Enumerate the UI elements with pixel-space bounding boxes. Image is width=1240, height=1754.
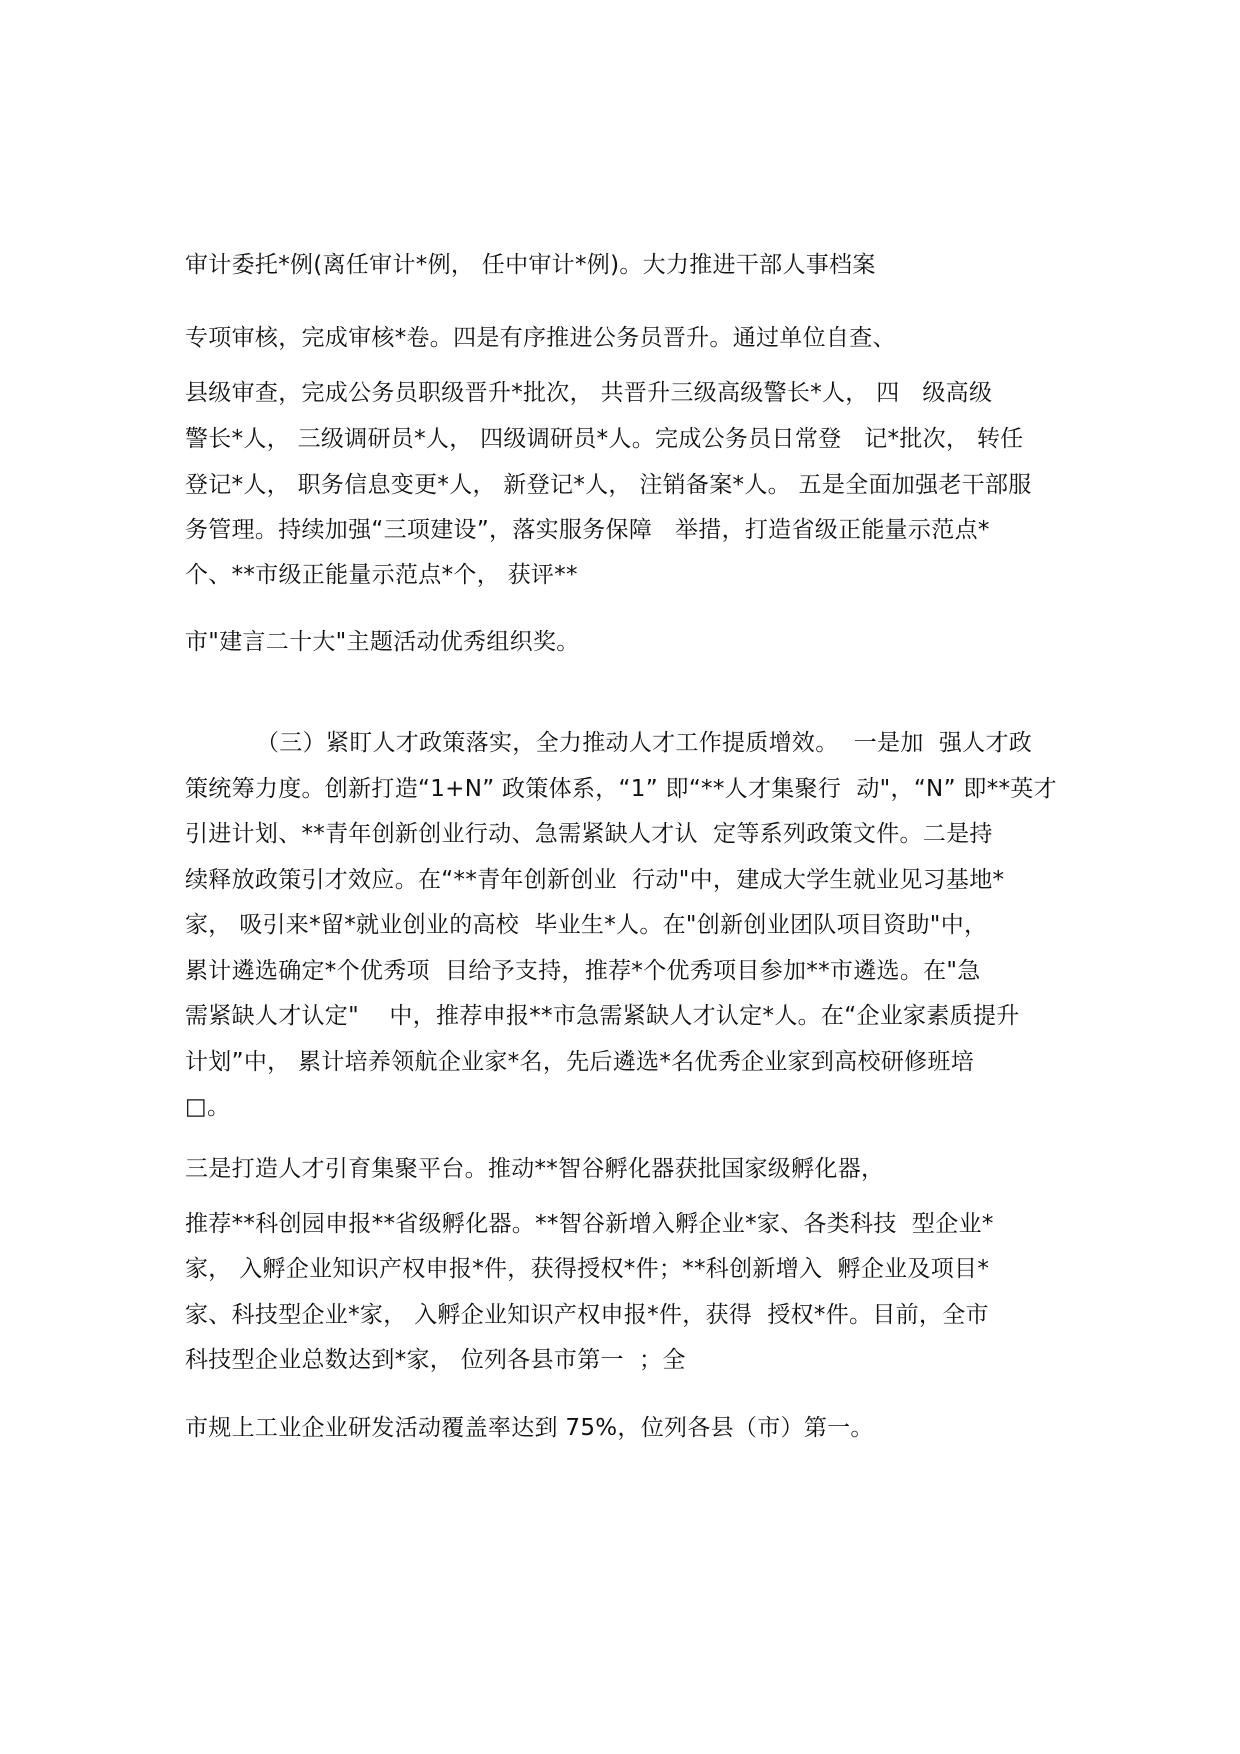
text-line: 引进计划、**青年创新创业行动、急需紧缺人才认 定等系列政策文件。二是持: [185, 821, 993, 847]
text-line: 推荐**科创园申报**省级孵化器。**智谷新增入孵企业*家、各类科技 型企业*: [185, 1211, 994, 1237]
text-line: 三是打造人才引育集聚平台。推动**智谷孵化器获批国家级孵化器，: [185, 1156, 885, 1182]
text-line: 续释放政策引才效应。在“**青年创新创业 行动"中，建成大学生就业见习基地*: [185, 867, 1005, 893]
text-line: 计划”中， 累计培养领航企业家*名，先后遴选*名优秀企业家到高校研修班培: [185, 1049, 975, 1075]
text-line: 县级审查，完成公务员职级晋升*批次， 共晋升三级高级警长*人， 四 级高级: [185, 380, 993, 406]
text-line: 务管理。持续加强“三项建设”，落实服务保障 举措，打造省级正能量示范点*: [185, 517, 990, 543]
text-line: 市"建言二十大"主题活动优秀组织奖。: [185, 629, 580, 655]
text-line: 个、**市级正能量示范点*个， 获评**: [185, 562, 578, 588]
text-line: 家， 入孵企业知识产权申报*件，获得授权*件；**科创新增入 孵企业及项目*: [185, 1256, 990, 1282]
text-line: 警长*人， 三级调研员*人， 四级调研员*人。完成公务员日常登 记*批次， 转任: [185, 426, 1024, 452]
text-line: 需紧缺人才认定" 中，推荐申报**市急需紧缺人才认定*人。在“企业家素质提升: [185, 1003, 1020, 1029]
text-line: 家， 吸引来*留*就业创业的高校 毕业生*人。在"创新创业团队项目资助"中，: [185, 912, 988, 938]
text-line: 家、科技型企业*家， 入孵企业知识产权申报*件，获得 授权*件。目前，全市: [185, 1302, 989, 1328]
text-line: 审计委托*例(离任审计*例， 任中审计*例)。大力推进干部人事档案: [185, 252, 876, 278]
section-heading-line: （三）紧盯人才政策落实，全力推动人才工作提质增效。 一是加 强人才政: [256, 730, 1033, 756]
text-line: 登记*人， 职务信息变更*人， 新登记*人， 注销备案*人。 五是全面加强老干部服: [185, 472, 1032, 498]
text-line: 市规上工业企业研发活动覆盖率达到 75%，位列各县（市）第一。: [185, 1415, 874, 1441]
text-line: 累计遴选确定*个优秀项 目给予支持，推荐*个优秀项目参加**市遴选。在"急: [185, 958, 981, 984]
text-line: 策统筹力度。创新打造“1+N” 政策体系，“1” 即“**人才集聚行 动"，“N” 即**英才: [185, 776, 1057, 802]
text-line: □。: [185, 1094, 231, 1120]
text-line: 科技型企业总数达到*家， 位列各县市第一 ；全: [185, 1347, 686, 1373]
text-line: 专项审核，完成审核*卷。四是有序推进公务员晋升。通过单位自查、: [185, 325, 896, 351]
